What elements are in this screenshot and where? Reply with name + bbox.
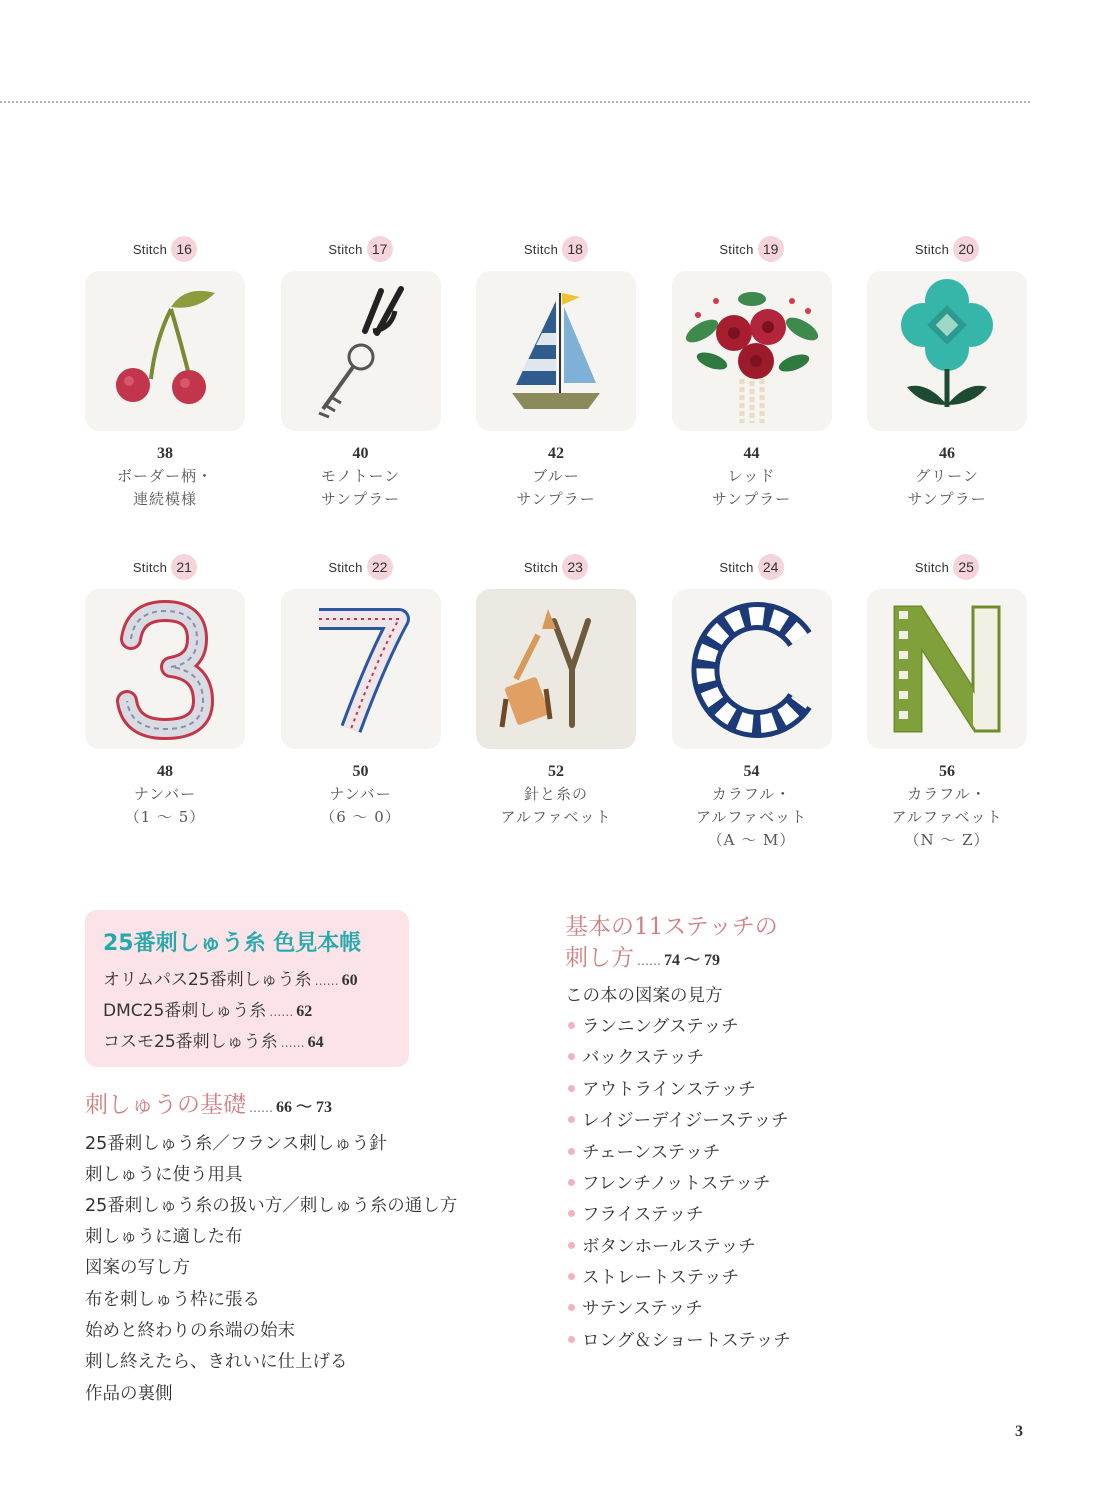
basics-section-title[interactable] [85,1086,332,1119]
basics-item[interactable]: 始めと終わりの糸端の始末 [85,1321,295,1341]
stitch-list-label: チェーンステッチ [582,1143,721,1163]
number-7-embroidery-image [281,589,441,749]
bullet-dot-icon [568,1210,575,1217]
section-page-range: 74 ～ 79 [664,952,721,969]
stitch-label [328,236,392,262]
stitch-number-badge: 25 [953,554,979,580]
letter-c-embroidery-image [672,589,832,749]
stitch-list-item[interactable] [568,1076,756,1101]
stitch-list-item[interactable] [568,1264,739,1289]
stitch-label [133,554,197,580]
page-number: 48 [157,763,173,780]
stitch-list-item[interactable] [568,1295,703,1320]
page-number: 46 [939,445,955,462]
letter-n-embroidery-image [867,589,1027,749]
toc-item-label: DMC25番刺しゅう糸 [103,1001,267,1021]
stitch-list-item[interactable] [568,1201,703,1226]
stitch-word: Stitch [719,241,754,257]
leader-dots: …… [637,954,661,968]
stitch-list-item[interactable] [568,1044,704,1069]
section-title-text: 刺し方 [565,945,634,971]
stitch-label [915,236,979,262]
stitch-row-1 [85,236,1027,554]
thread-box-item[interactable] [103,996,312,1021]
stitch-number-badge: 23 [562,554,588,580]
bullet-dot-icon [568,1336,575,1343]
stitch-number-badge: 18 [562,236,588,262]
stitch-word: Stitch [523,241,559,257]
stitch-list-label: フレンチノットステッチ [582,1174,771,1194]
stitch-list-item[interactable] [568,1327,791,1352]
stitch-number-badge: 16 [171,236,197,262]
toc-page-number: 62 [296,1003,313,1020]
stitch-card-21[interactable] [85,554,245,872]
stitch-word: Stitch [328,241,363,257]
stitch-label [133,236,197,262]
stitch-list-item[interactable] [568,1107,789,1132]
caption-line: カラフル・ [907,785,987,803]
stitch-label [915,554,979,580]
caption-line: グリーン [915,467,979,485]
stitch-label [524,554,588,580]
thread-box-title[interactable]: 25番刺しゅう糸 色見本帳 [103,931,362,956]
stitch-label [524,236,588,262]
toc-page-number: 60 [341,972,358,989]
stitch-list-item[interactable] [568,1170,770,1195]
stitch-list-label: フライステッチ [582,1205,704,1225]
stitch-label [719,554,783,580]
flower-embroidery-image [867,271,1027,431]
stitch-card-17[interactable] [281,236,441,554]
basics-item[interactable]: 25番刺しゅう糸／フランス刺しゅう針 [85,1134,387,1154]
bullet-dot-icon [568,1273,575,1280]
stitch-card-25[interactable] [867,554,1027,872]
caption-line: カラフル・ [711,785,792,803]
basics-item[interactable]: 図案の写し方 [85,1258,190,1278]
caption-line: （N ～ Z） [904,831,990,849]
stitch-word: Stitch [523,559,559,575]
caption-line: アルファベット [891,808,1003,826]
caption-line: （6 ～ 0） [320,808,401,826]
caption-line: アルファベット [695,808,808,826]
stitch-number-badge: 21 [171,554,197,580]
caption-line: （A ～ M） [707,831,796,849]
rose-bouquet-embroidery-image [672,271,832,431]
toc-item-label: オリムパス25番刺しゅう糸 [103,970,312,990]
page-number: 56 [939,763,955,780]
stitch-number-badge: 22 [367,554,393,580]
caption-line: ボーダー柄・ [116,467,213,485]
bullet-dot-icon [568,1053,575,1060]
caption-line: サンプラー [711,490,792,508]
stitch-word: Stitch [719,559,754,575]
cherry-embroidery-image [85,271,245,431]
sailboat-embroidery-image [476,271,636,431]
stitch-word: Stitch [132,559,168,575]
stitch-list-label: レイジーデイジーステッチ [582,1111,789,1131]
top-dotted-rule [0,101,1030,103]
stitch-list-label: アウトラインステッチ [582,1080,756,1100]
thread-box-item[interactable] [103,965,358,990]
stitch-number-badge: 20 [953,236,979,262]
stitch-word: Stitch [914,241,950,257]
caption-line: 連続模様 [132,490,197,508]
caption-line: アルファベット [500,808,612,826]
page-number: 40 [352,445,369,462]
toc-page-number: 64 [307,1034,324,1051]
stitch-list-label: サテンステッチ [582,1299,703,1319]
caption-line: レッド [727,467,776,485]
stitch-card-16[interactable] [85,236,245,554]
bullet-dot-icon [568,1179,575,1186]
caption-line: サンプラー [907,490,987,508]
stitches-intro[interactable]: この本の図案の見方 [565,986,723,1006]
stitches-section-title-line1[interactable]: 基本の11ステッチの [565,914,778,940]
section-title-text: 刺しゅうの基礎 [85,1092,246,1118]
stitch-number-badge: 24 [758,554,784,580]
caption-line: ナンバー [133,785,197,803]
page-number: 44 [743,445,760,462]
basics-item[interactable]: 刺しゅうに適した布 [85,1227,243,1247]
bullet-dot-icon [568,1085,575,1092]
leader-dots: …… [249,1101,273,1115]
caption-line: 針と糸の [523,785,588,803]
stitch-card-18[interactable] [476,236,636,554]
stitch-label [328,554,392,580]
toc-item-label: コスモ25番刺しゅう糸 [103,1032,278,1052]
bullet-dot-icon [568,1304,575,1311]
bullet-dot-icon [568,1148,575,1155]
stitch-list-label: ストレートステッチ [582,1268,739,1288]
page-folio: 3 [1015,1423,1023,1440]
leader-dots: …… [269,1005,294,1019]
stitch-label [719,236,783,262]
leader-dots: …… [314,974,339,988]
stitch-card-24[interactable] [672,554,832,872]
page-number: 42 [548,445,564,462]
bullet-dot-icon [568,1116,575,1123]
thread-color-box [85,910,409,1067]
caption-line: ブルー [532,467,580,485]
bullet-dot-icon [568,1242,575,1249]
stitch-word: Stitch [328,559,363,575]
basics-item[interactable]: 布を刺しゅう枠に張る [85,1290,260,1310]
stitch-list-item[interactable] [568,1139,720,1164]
thread-box-item[interactable] [103,1027,324,1052]
page-number: 38 [157,445,173,462]
number-3-embroidery-image [85,589,245,749]
caption-line: サンプラー [516,490,596,508]
stitch-list-label: ランニングステッチ [582,1017,739,1037]
stitch-number-badge: 17 [367,236,393,262]
stitch-list-item[interactable] [568,1013,739,1038]
stitches-section-title-line2[interactable] [565,939,720,972]
stitch-card-19[interactable] [672,236,832,554]
stitch-number-badge: 19 [758,236,784,262]
stitch-list-item[interactable] [568,1233,756,1258]
caption-line: サンプラー [320,490,401,508]
key-embroidery-image [281,271,441,431]
bullet-dot-icon [568,1022,575,1029]
basics-item[interactable]: 刺し終えたら、きれいに仕上げる [85,1352,348,1372]
stitch-list-label: ロング＆ショートステッチ [582,1331,791,1351]
stitch-list-label: バックステッチ [582,1048,704,1068]
stitch-list-label: ボタンホールステッチ [582,1237,756,1257]
page-number: 50 [352,763,369,780]
stitch-card-22[interactable] [281,554,441,872]
page-number: 52 [548,763,564,780]
basics-item[interactable]: 作品の裏側 [85,1384,173,1404]
letter-y-embroidery-image [476,589,636,749]
caption-line: ナンバー [329,785,392,803]
stitch-grid [85,236,1027,872]
basics-item[interactable]: 刺しゅうに使う用具 [85,1165,243,1185]
stitch-word: Stitch [914,559,950,575]
caption-line: モノトーン [320,467,401,485]
stitch-card-23[interactable] [476,554,636,872]
section-page-range: 66 ～ 73 [276,1099,333,1116]
stitch-word: Stitch [132,241,168,257]
stitch-card-20[interactable] [867,236,1027,554]
page-number: 54 [743,763,760,780]
caption-line: （1 ～ 5） [124,808,206,826]
leader-dots: …… [280,1036,305,1050]
basics-item[interactable]: 25番刺しゅう糸の扱い方／刺しゅう糸の通し方 [85,1196,458,1216]
stitch-row-2 [85,554,1027,872]
